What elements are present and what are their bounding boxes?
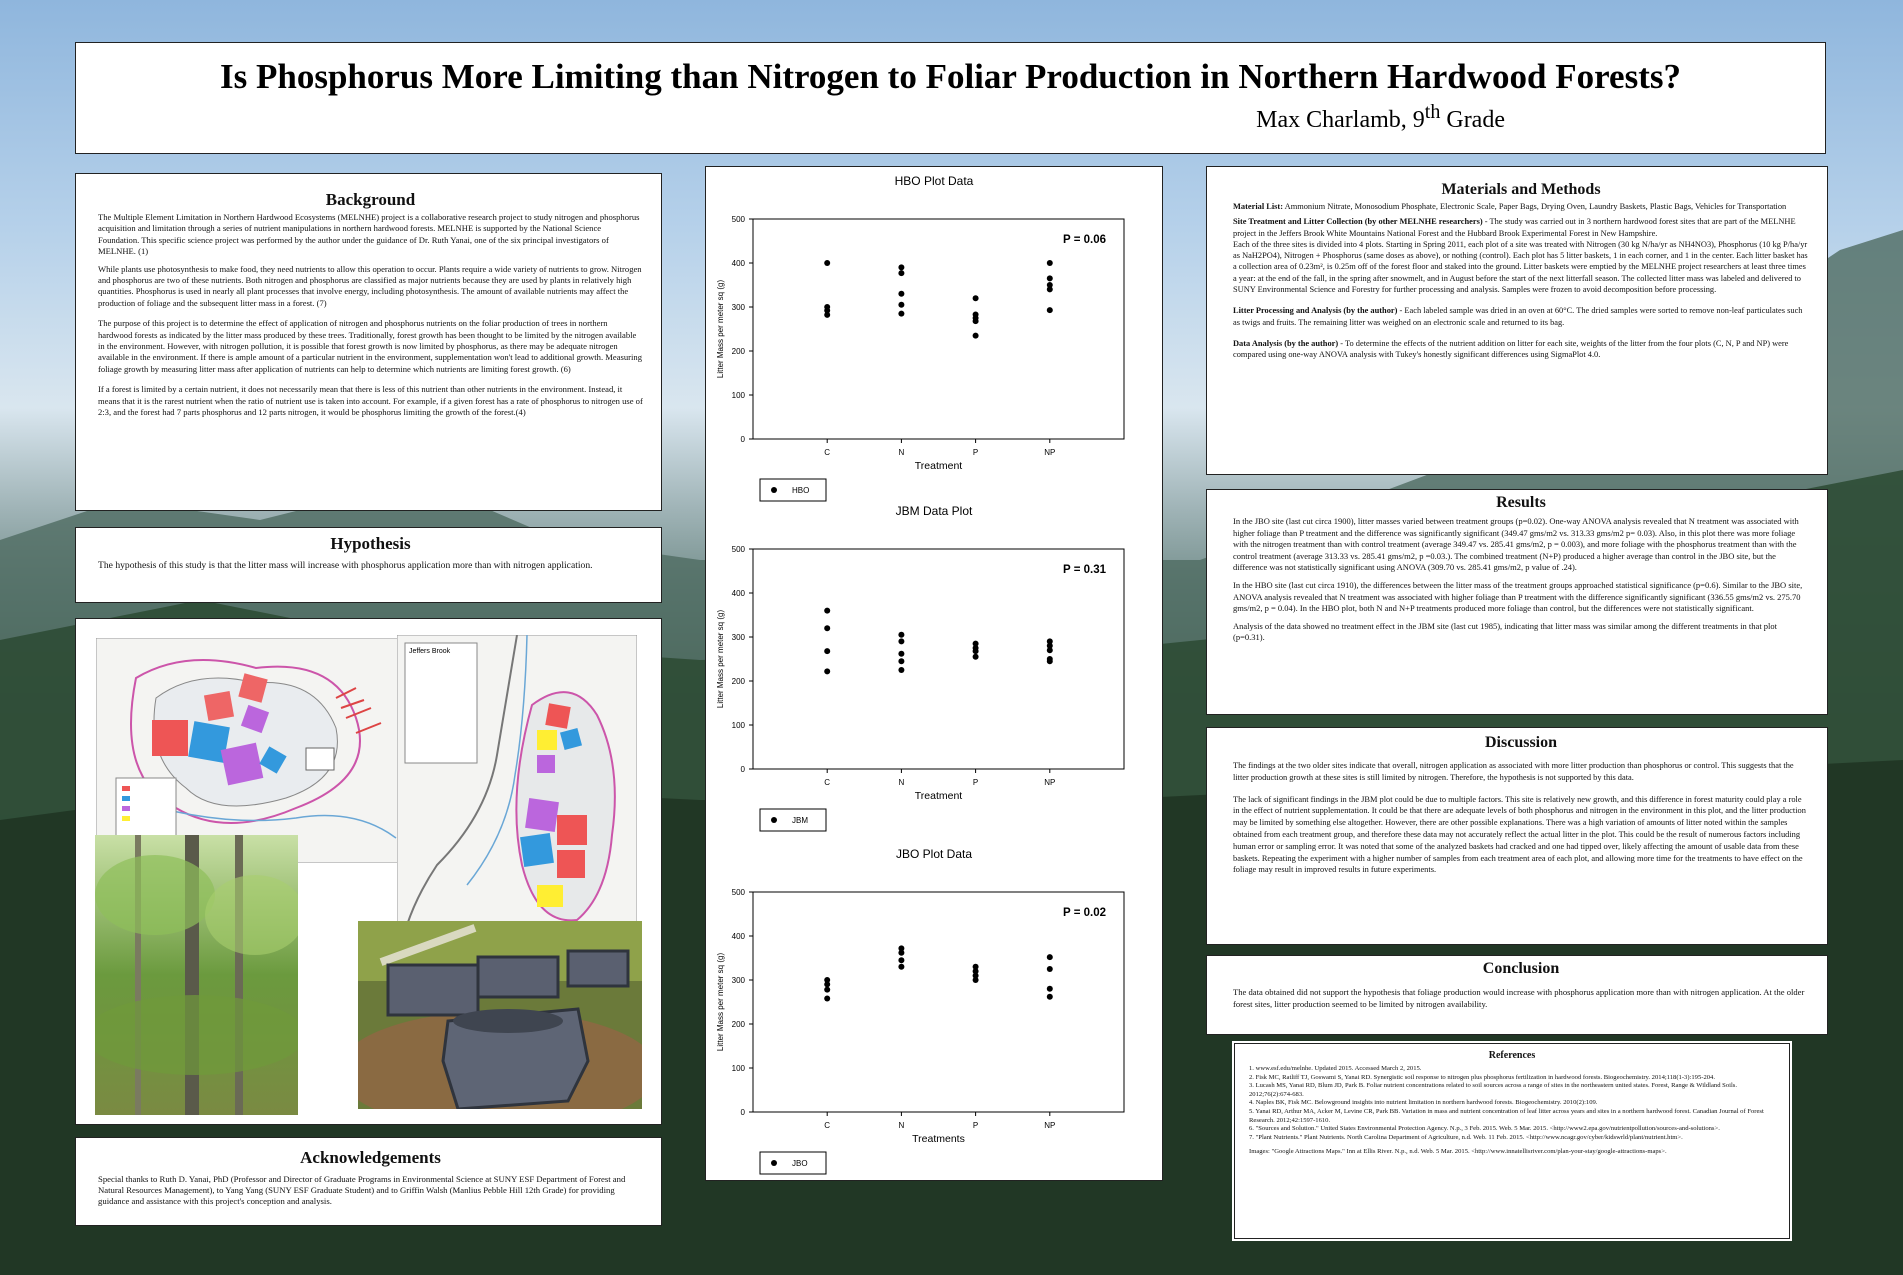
y-tick-label: 100: [731, 721, 745, 730]
x-tick-label: N: [898, 1121, 905, 1130]
results-paragraph: Analysis of the data showed no treatment effect in the JBM site (last cut 1985), indicating that litter mass was similar among the different treatments in that plot (p=0.31).: [1233, 620, 1778, 643]
y-tick-label: 300: [731, 633, 745, 642]
y-tick-label: 300: [731, 976, 745, 985]
data-point: [973, 318, 979, 324]
background-panel: [75, 173, 662, 511]
hypothesis-heading: Hypothesis: [330, 534, 411, 553]
p-value-annotation: P = 0.06: [1063, 234, 1106, 246]
reference-item: 2. Fisk MC, Ratliff TJ, Goswami S, Yanai RD. Synergistic soil response to nitrogen plus phosphorus fertilization in hardwood forests. Biogeochemistry. 2014;118(1-3):195-204.: [1249, 1073, 1715, 1081]
data-point: [824, 608, 830, 614]
data-point: [898, 957, 904, 963]
results-paragraph: In the HBO site (last cut circa 1910), the differences between the litter mass of the treatment groups approached statistical significance (p=0.6). Similar to the JBO site, ANOVA analysis revealed that N treatment was associated with higher foliage than P treatment with the difference significantly significant (336.55 gms/m2 vs. 275.70 gms/m2, p = 0.04). In the HBO plot, both N and N+P treatments produced more foliage than control, but the differences were not statistically significant.: [1233, 579, 1803, 614]
background-heading: Background: [325, 190, 416, 209]
y-tick-label: 100: [731, 1064, 745, 1073]
legend-label: JBM: [792, 816, 808, 825]
data-point: [1047, 307, 1053, 313]
legend-marker: [771, 487, 777, 493]
y-tick-label: 500: [731, 215, 745, 224]
plot-frame: [753, 549, 1124, 769]
data-point: [824, 981, 830, 987]
background-paragraph: If a forest is limited by a certain nutrient, it does not necessarily mean that there is less of this nutrient than other nutrients in the environment. Instead, it means that it is the rarest nutrient when the ratio of nutrient use is taken into account. For example, if a given forest has a rate of phosphorus to nitrogen use of 2:3, and the forest had 7 parts phosphorus and 12 parts nitrogen, it would be phosphorus limiting the growth of the forest.(4): [98, 384, 643, 418]
data-point: [973, 977, 979, 983]
data-point: [973, 648, 979, 654]
y-tick-label: 200: [731, 677, 745, 686]
references-list: [1249, 1065, 1775, 1157]
legend-marker: [771, 1160, 777, 1166]
y-tick-label: 0: [740, 765, 745, 774]
site-treatment-text: - The study was carried out in 3 northern hardwood forest sites that are part of the MELNHE project in the Jeffers Brook White Mountains National Forest and the Hubbard Brook Experimental Forest in New Hampshire.: [1233, 217, 1796, 238]
conclusion-heading: Conclusion: [1482, 960, 1560, 977]
map2-title: Jeffers Brook: [409, 648, 451, 655]
y-tick-label: 0: [740, 1108, 745, 1117]
results-paragraph: In the JBO site (last cut circa 1900), litter masses varied between treatment groups (p=0.02). One-way ANOVA analysis revealed that N treatment was associated with higher foliage than P treatment and the difference was significantly significant (349.47 gms/m2 vs. 313.33 gms/m2 p= 0.03). Also, in this plot there was more foliage with the nitrogen treatment than with control treatment (average 349.47 vs. 285.41 gms/m2, p = 0.003), and more foliage with the phosphorus treatment than with the control treatment (average 313.33 vs. 285.41 gms/m2, p =0.03.). The combined treatment (N+P) produced a higher average than control in the JBO site, but the difference was not statistically significant using ANOVA (309.70 vs. 285.41 gms/m2, p value of .24).: [1233, 516, 1799, 573]
data-point: [1047, 260, 1053, 266]
methods-text: [1233, 201, 1809, 361]
images-panel: [75, 618, 662, 1125]
x-tick-label: P: [972, 778, 979, 787]
x-tick-label: C: [824, 448, 831, 457]
p-value-annotation: P = 0.02: [1063, 907, 1106, 919]
title-panel: [75, 42, 1826, 154]
p-value-annotation: P = 0.31: [1063, 564, 1106, 576]
background-paragraph: The purpose of this project is to determine the effect of application of nitrogen and phosphorus nutrients on the foliar production of trees in northern hardwood forests as indicated by the litter mass produced by these trees. Traditionally, forest growth has been thought to be limited by the nitrogen available in the environment. However, with nitrogen pollution, it is possible that forest growth is now limited by phosphorus, as there may be adequate nitrogen available in the environment. If there is ample amount of a particular nutrient in the environment, supplementation won't lead to additional growth. Measuring foliage growth by measuring litter mass after application of nutrients can help to determine which nutrients are limiting forest growth. (6): [98, 318, 642, 374]
legend-marker: [771, 817, 777, 823]
data-point: [1047, 954, 1053, 960]
author-grade-suffix: th: [1424, 101, 1441, 123]
data-point: [824, 668, 830, 674]
background-paragraph: The Multiple Element Limitation in Northern Hardwood Ecosystems (MELNHE) project is a collaborative research project to study nitrogen and phosphorus acquisition and limitation through a series of nutrient manipulations in northern hardwood forests. MELNHE is supported by the National Science Foundation. This specific science project was performed by the author under the guidance of Dr. Ruth Yanai, one of the six principal investigators of MELNHE. (1): [98, 212, 640, 257]
reference-item: 5. Yanai RD, Arthur MA, Acker M, Levine CR, Park BB. Variation in mass and nutrient concentration of leaf litter across years and sites in a northern hardwood forest. Canadian Journal of Forest Research. 2012;42:1597-1610.: [1249, 1107, 1764, 1124]
acknowledgements-heading: Acknowledgements: [300, 1148, 441, 1167]
plots-text: Each of the three sites is divided into 4 plots. Starting in Spring 2011, each plot of a site was treated with Nitrogen (30 kg N/ha/yr as NH4NO3), Phosphorus (10 kg P/ha/yr as NaH2PO4), Nitrogen + Phosphorus (same doses as above), or nothing (control). Each plot has 5 litter baskets, 1 in each corner, and 1 in the center. Each litter basket has a collection area of 0.23m², is 0.25m off of the forest floor and staked into the ground. Litter baskets were emptied by the MELNHE project researchers at least three times a year: at the end of the fall, in the spring after snowmelt, and in August before the start of the next litterfall season. The collected litter mass was labeled and delivered to SUNY Environmental Science and Forestry for further processing and analysis. Samples were frozen to avoid decomposition before processing.: [1233, 239, 1808, 295]
site-treatment-label: Site Treatment and Litter Collection (by other MELNHE researchers): [1233, 217, 1483, 227]
litter-processing-label: Litter Processing and Analysis (by the author): [1233, 306, 1398, 316]
results-panel: [1206, 489, 1828, 715]
data-point: [824, 260, 830, 266]
data-analysis-label: Data Analysis (by the author): [1233, 338, 1339, 348]
material-list-label: Material List:: [1233, 202, 1284, 211]
y-axis-label: Litter Mass per meter sq (g): [716, 952, 725, 1052]
reference-item: 7. "Plant Nutrients." Plant Nutrients. North Carolina Department of Agriculture, n.d. Web. 11 Feb. 2015. <http://www.ncagr.gov/cyber/kidswrld/plant/nutrient.htm>.: [1249, 1133, 1683, 1141]
data-point: [898, 264, 904, 270]
hypothesis-text: The hypothesis of this study is that the litter mass will increase with phosphorus application more than with nitrogen application.: [98, 560, 593, 571]
x-tick-label: N: [898, 448, 905, 457]
background-text: [98, 212, 643, 419]
legend-label: JBO: [792, 1159, 808, 1168]
reference-item: 3. Lucash MS, Yanai RD, Blum JD, Park B. Foliar nutrient concentrations related to soil sources across a range of sites in the northeastern united states. Forest, Range & Wildland Soils. 2012;76(2):674-683.: [1249, 1082, 1738, 1098]
data-point: [1047, 966, 1053, 972]
y-tick-label: 500: [731, 888, 745, 897]
legend-label: HBO: [792, 486, 810, 495]
methods-panel: [1206, 166, 1828, 475]
data-analysis: [1233, 338, 1809, 361]
site-map-jeffers-brook: [397, 635, 637, 925]
data-point: [1047, 647, 1053, 653]
background-paragraph: While plants use photosynthesis to make food, they need nutrients to allow this operation to occur. Plants require a wide variety of nutrients to grow. Nitrogen and phosphorus are two of these nutrients. Both nitrogen and phosphorus are classified as major nutrients because they are used by plants in relatively high quantities. Phosphorus is used in nearly all plant processes that involve energy, including photosynthesis. The amount of available nutrients may affect the production of foliage and the subsequent litter mass in a forest. (7): [98, 263, 642, 308]
images-credit: Images: "Google Attractions Maps." Inn at Ellis River. N.p., n.d. Web. 5 Mar. 2015. <http://www.innatellisriver.com/plan-your-stay/google-attractions-maps>.: [1249, 1148, 1667, 1156]
x-tick-label: NP: [1044, 448, 1056, 457]
x-tick-label: P: [972, 1121, 979, 1130]
conclusion-panel: [1206, 955, 1828, 1035]
y-tick-label: 400: [731, 589, 745, 598]
site-treatment: [1233, 216, 1809, 239]
chart-title: JBM Data Plot: [895, 504, 973, 518]
y-tick-label: 100: [731, 391, 745, 400]
data-point: [898, 638, 904, 644]
reference-item: 6. "Sources and Solution." United States Environmental Protection Agency. N.p., 3 Feb. 2015. Web. 5 Mar. 2015. <http://www2.epa.gov/nutrientpollution/sources-and-solutions>.: [1249, 1125, 1720, 1133]
material-list-text: Ammonium Nitrate, Monosodium Phosphate, Electronic Scale, Paper Bags, Drying Oven, Laundry Baskets, Plastic Bags, Vehicles for Transportation: [1283, 202, 1787, 211]
discussion-paragraph: The findings at the two older sites indicate that overall, nitrogen application as associated with more litter production than phosphorus or control. This suggests that the litter production growth at these sites is still limited by nitrogen. Therefore, the hypothesis is not supported by this data.: [1233, 761, 1794, 782]
methods-heading: Materials and Methods: [1441, 181, 1601, 198]
data-point: [973, 333, 979, 339]
plot-frame: [753, 892, 1124, 1112]
litter-processing: [1233, 305, 1809, 328]
y-axis-label: Litter Mass per meter sq (g): [716, 609, 725, 709]
x-axis-label: Treatment: [914, 460, 963, 472]
results-text: [1233, 516, 1809, 644]
y-tick-label: 400: [731, 932, 745, 941]
poster-title: Is Phosphorus More Limiting than Nitrogen to Foliar Production in Northern Hardwood Forests?: [220, 57, 1681, 96]
data-point: [1047, 994, 1053, 1000]
reference-item: 1. www.esf.edu/melnhe. Updated 2015. Accessed March 2, 2015.: [1249, 1065, 1422, 1072]
reference-item: 4. Naples BK, Fisk MC. Belowground insights into nutrient limitation in northern hardwood forests. Biogeochemistry. 2010(2):109.: [1249, 1099, 1598, 1107]
data-analysis-text: - To determine the effects of the nutrient addition on litter for each site, weights of the litter from the four plots (C, N, P and NP) were compared using one-way ANOVA analysis with Tukey's honestly significant differences using SigmaPlot 4.0.: [1233, 338, 1789, 360]
forest-photo: [95, 835, 298, 1115]
data-point: [973, 654, 979, 660]
data-point: [898, 658, 904, 664]
discussion-paragraph: The lack of significant findings in the JBM plot could be due to multiple factors. This site is relatively new growth, and this difference in forest maturity could play a role in the effect of nutrient supplementation. It could be that there are adequate levels of both phosphorus and nitrogen in the environment in this plot, and the litter production may be limited by something else altogether. However, there are other possible explanations. There was a high variation of amounts of litter noted within the samples obtained from each treatment group, and therefore these data may not accurately reflect the actual litter in the plot. This could be the result of numerous factors including human error or sampling error. It was noted that some of the analyzed baskets had cracked and one had tipped over, likely affecting the amount of usable data from these baskets. Repeating the experiment with a higher number of samples from each treatment area of each plot, and allowing more time for the treatments to have effect on the foliage may result in improved results in future experiments.: [1233, 794, 1806, 875]
author-name: Max Charlamb, 9: [1256, 107, 1425, 133]
acknowledgements-text: Special thanks to Ruth D. Yanai, PhD (Professor and Director of Graduate Programs in Environmental Science at SUNY ESF Department of Forest and Natural Resources Management), to Yang Yang (SUNY ESF Graduate Student) and to Griffin Walsh (Manlius Pebble Hill 12th Grade) for providing guidance and assistance with this project's conception and analysis.: [98, 1174, 626, 1207]
results-heading: Results: [1496, 494, 1546, 511]
x-tick-label: P: [972, 448, 979, 457]
data-point: [898, 311, 904, 317]
y-tick-label: 200: [731, 347, 745, 356]
data-point: [898, 964, 904, 970]
data-point: [824, 995, 830, 1001]
discussion-heading: Discussion: [1484, 734, 1558, 751]
author-line: [1256, 101, 1505, 134]
x-axis-label: Treatment: [914, 790, 963, 802]
plot-frame: [753, 219, 1124, 439]
data-point: [1047, 658, 1053, 664]
x-tick-label: N: [898, 778, 905, 787]
charts-panel: [705, 166, 1163, 1181]
chart-title: HBO Plot Data: [894, 174, 974, 188]
author-grade: Grade: [1440, 107, 1505, 133]
data-point: [898, 632, 904, 638]
data-point: [824, 625, 830, 631]
conclusion-text: The data obtained did not support the hypothesis that foliage production would increase with phosphorus application more than with nitrogen application. At the older forest sites, litter production seemed to be limited by nitrogen availability.: [1233, 987, 1805, 1009]
litter-baskets-photo: [358, 921, 642, 1109]
y-axis-label: Litter Mass per meter sq (g): [716, 279, 725, 379]
data-point: [973, 295, 979, 301]
acknowledgements-panel: [75, 1137, 662, 1226]
y-tick-label: 500: [731, 545, 745, 554]
y-tick-label: 200: [731, 1020, 745, 1029]
charts-svg: [706, 167, 1162, 1180]
data-point: [824, 648, 830, 654]
material-list: [1233, 201, 1809, 212]
litter-processing-text: - Each labeled sample was dried in an oven at 60°C. The dried samples were sorted to remove non-leaf particulates such as twigs and fruits. The remaining litter was weighed on an electronic scale and returned to its bag.: [1233, 306, 1803, 327]
y-tick-label: 0: [740, 435, 745, 444]
data-point: [898, 270, 904, 276]
data-point: [898, 950, 904, 956]
data-point: [898, 302, 904, 308]
x-tick-label: NP: [1044, 778, 1056, 787]
data-point: [898, 651, 904, 657]
data-point: [1047, 286, 1053, 292]
references-heading: References: [1488, 1050, 1536, 1061]
y-tick-label: 400: [731, 259, 745, 268]
x-tick-label: C: [824, 1121, 831, 1130]
y-tick-label: 300: [731, 303, 745, 312]
references-panel: [1234, 1043, 1790, 1239]
data-point: [898, 291, 904, 297]
hypothesis-panel: [75, 527, 662, 603]
chart-title: JBO Plot Data: [895, 847, 973, 861]
x-tick-label: C: [824, 778, 831, 787]
x-tick-label: NP: [1044, 1121, 1056, 1130]
data-point: [824, 987, 830, 993]
data-point: [824, 312, 830, 318]
x-axis-label: Treatments: [912, 1133, 965, 1145]
data-point: [1047, 986, 1053, 992]
data-point: [1047, 275, 1053, 281]
discussion-text: [1233, 760, 1809, 876]
discussion-panel: [1206, 727, 1828, 945]
data-point: [898, 667, 904, 673]
